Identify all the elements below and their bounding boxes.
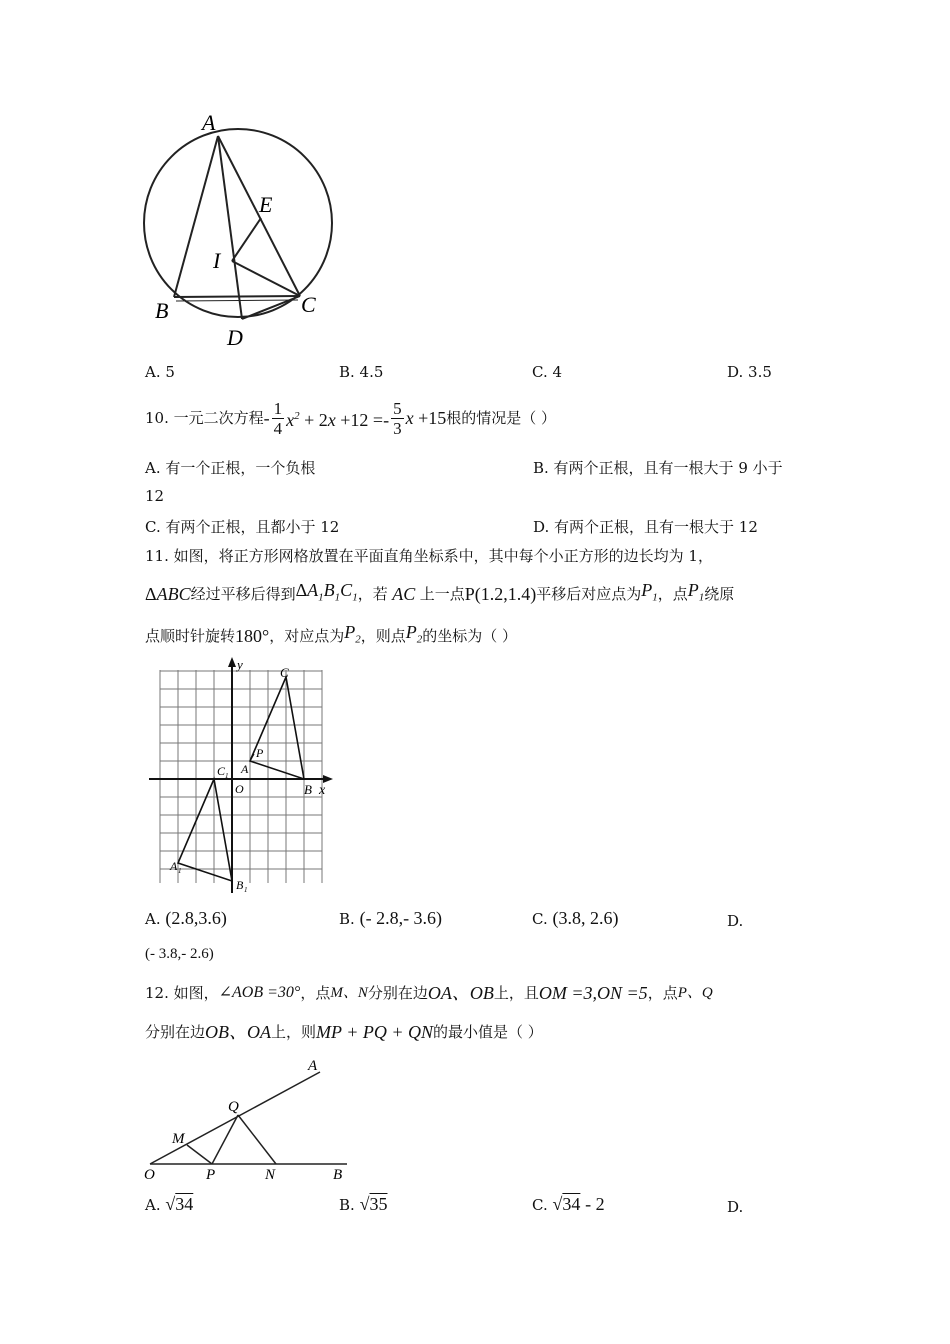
label-o: O	[235, 782, 244, 796]
label-o: O	[144, 1167, 155, 1183]
segment-bc-inner	[176, 300, 298, 301]
q11-point-p: P(1.2,1.4)	[464, 583, 537, 604]
q12-line-2	[145, 1022, 543, 1042]
q12-expression: MP + PQ + QN	[316, 1022, 433, 1042]
segment-ic	[232, 261, 300, 296]
segment-bc	[174, 296, 300, 297]
q9-option-b[interactable]: B. 4.5	[339, 363, 384, 381]
segment-dc	[242, 296, 300, 319]
q10-equation-left: $x^2 + 2x +12$ =-	[286, 410, 390, 430]
q10-suffix: 根的情况是（ ）	[446, 409, 557, 427]
q10-option-a[interactable]: A. 有一个正根，一个负根	[145, 459, 316, 477]
label-e: E	[259, 192, 273, 217]
q11-text-h: ，对应点为	[269, 626, 345, 645]
axis-label-y: y	[237, 657, 243, 672]
q11-p1-b: $P_1$	[687, 580, 705, 604]
q11-text-f: 绕原	[704, 584, 735, 603]
label-b: B	[304, 782, 312, 797]
x-axis-arrow	[323, 775, 333, 783]
q10-option-d[interactable]: D. 有两个正根，且有一根大于 12	[533, 518, 758, 536]
q9-option-c[interactable]: C. 4	[532, 363, 563, 381]
ray-oa	[150, 1072, 320, 1164]
label-a: A	[308, 1058, 318, 1074]
triangle-abc	[250, 677, 304, 779]
label-b1-sub: 1	[244, 886, 248, 894]
q9-option-d[interactable]: D. 3.5	[727, 363, 772, 381]
label-b: B	[155, 298, 169, 323]
q12-option-d[interactable]: D.	[727, 1198, 744, 1216]
q10-fraction-2: $\frac{5}{3}$	[393, 398, 402, 438]
q11-line-3	[145, 622, 517, 650]
q11-text-d: 平移后对应点为	[536, 584, 642, 603]
label-a1-sub: 1	[178, 867, 182, 875]
label-i: I	[213, 248, 221, 273]
label-c1-sub: 1	[225, 772, 229, 780]
label-q: Q	[228, 1099, 239, 1115]
label-a: A	[241, 762, 249, 776]
label-b: B	[333, 1167, 343, 1183]
triangle-a1b1c1	[178, 779, 232, 881]
q12-points-mn: M、N	[330, 985, 368, 1001]
segment-qn	[238, 1115, 276, 1164]
q10-equation-right: x +15	[405, 408, 447, 428]
q11-text-b: ，若	[357, 584, 388, 603]
label-a1: A	[170, 859, 178, 873]
q11-p2: $P_2$	[344, 622, 361, 646]
q9-option-a[interactable]: A. 5	[145, 363, 175, 381]
label-c: C	[280, 665, 289, 680]
q9-circle-figure	[135, 108, 345, 353]
q11-option-a[interactable]: A. (2.8,3.6)	[145, 908, 227, 928]
q11-text-a: 经过平移后得到	[190, 584, 296, 603]
q12-text-e: 分别在边	[145, 1023, 206, 1041]
q12-text-c: 上，且	[493, 984, 539, 1002]
axis-label-x: x	[319, 783, 326, 798]
q11-p2-b: $P_2$	[405, 622, 423, 646]
q12-option-c[interactable]: C. √34 - 2	[532, 1194, 605, 1214]
q10-stem	[145, 394, 556, 442]
q11-text-c: 上一点	[419, 584, 465, 603]
q11-angle: 180°	[235, 625, 270, 646]
q10-option-c[interactable]: C. 有两个正根，且都小于 12	[145, 518, 340, 536]
q12-text-f: 上，则	[271, 1023, 317, 1041]
label-n: N	[265, 1167, 276, 1183]
q12-edges-oa-ob: OA、OB	[427, 983, 494, 1003]
y-axis-arrow	[228, 657, 236, 667]
q10-option-b[interactable]: B. 有两个正根，且有一根大于 9 小于	[533, 459, 783, 477]
label-b1: B	[236, 878, 244, 892]
segment-ab	[174, 136, 218, 297]
q12-option-a[interactable]: A. √34	[145, 1194, 194, 1214]
q11-option-d-value: (- 3.8,- 2.6)	[145, 946, 214, 962]
q12-prefix: 12. 如图，	[145, 984, 219, 1002]
segment-pq	[212, 1115, 238, 1164]
q11-text-j: 的坐标为（ ）	[422, 626, 518, 645]
q11-option-d[interactable]: D.	[727, 912, 744, 930]
label-c: C	[301, 292, 316, 317]
q11-line-2	[145, 580, 734, 608]
q11-line-1: 11. 如图，将正方形网格放置在平面直角坐标系中，其中每个小正方形的边长均为 1，	[145, 547, 713, 565]
q12-text-g: 的最小值是（ ）	[433, 1023, 543, 1041]
q12-line-1	[145, 983, 713, 1003]
label-p: P	[256, 746, 264, 760]
segment-ie	[232, 218, 261, 261]
label-d: D	[227, 325, 243, 350]
label-p: P	[206, 1167, 216, 1183]
q12-option-b[interactable]: B. √35	[339, 1194, 388, 1214]
q12-angle: ∠AOB =30°	[218, 984, 301, 1001]
q11-text-i: ，则点	[360, 626, 406, 645]
q11-segment-ac: AC	[387, 583, 420, 604]
segment-ad	[218, 136, 242, 319]
q12-text-a: ，点	[300, 984, 331, 1002]
q12-text-d: ，点	[647, 984, 678, 1002]
q11-text-g: 点顺时针旋转	[145, 626, 236, 645]
q10-fraction-1: $\frac{1}{4}$	[273, 398, 283, 438]
label-m: M	[172, 1131, 185, 1147]
q11-option-b[interactable]: B. (- 2.8,- 3.6)	[339, 908, 443, 928]
label-a: A	[202, 110, 216, 135]
q11-triangle-abc: ΔABC	[145, 583, 191, 604]
q10-option-b-wrap: 12	[145, 487, 165, 505]
q11-triangle-a1b1c1: $\Delta A_1B_1C_1$	[295, 580, 358, 604]
q10-minus: -	[263, 408, 270, 428]
label-c1: C	[217, 764, 226, 778]
q11-p1: $P_1$	[641, 580, 658, 604]
q10-prefix: 10. 一元二次方程	[145, 409, 264, 427]
q12-edges-ob-oa: OB、OA	[205, 1022, 272, 1042]
q12-points-pq: P、Q	[677, 985, 713, 1001]
q12-lengths: OM =3,ON =5	[538, 983, 648, 1003]
segment-mp	[187, 1145, 212, 1164]
q11-text-e: ，点	[657, 584, 688, 603]
q11-option-c[interactable]: C. (3.8, 2.6)	[532, 908, 619, 928]
q12-text-b: 分别在边	[367, 984, 428, 1002]
q12-angle-figure	[140, 1052, 360, 1186]
q11-grid-figure	[143, 655, 335, 897]
